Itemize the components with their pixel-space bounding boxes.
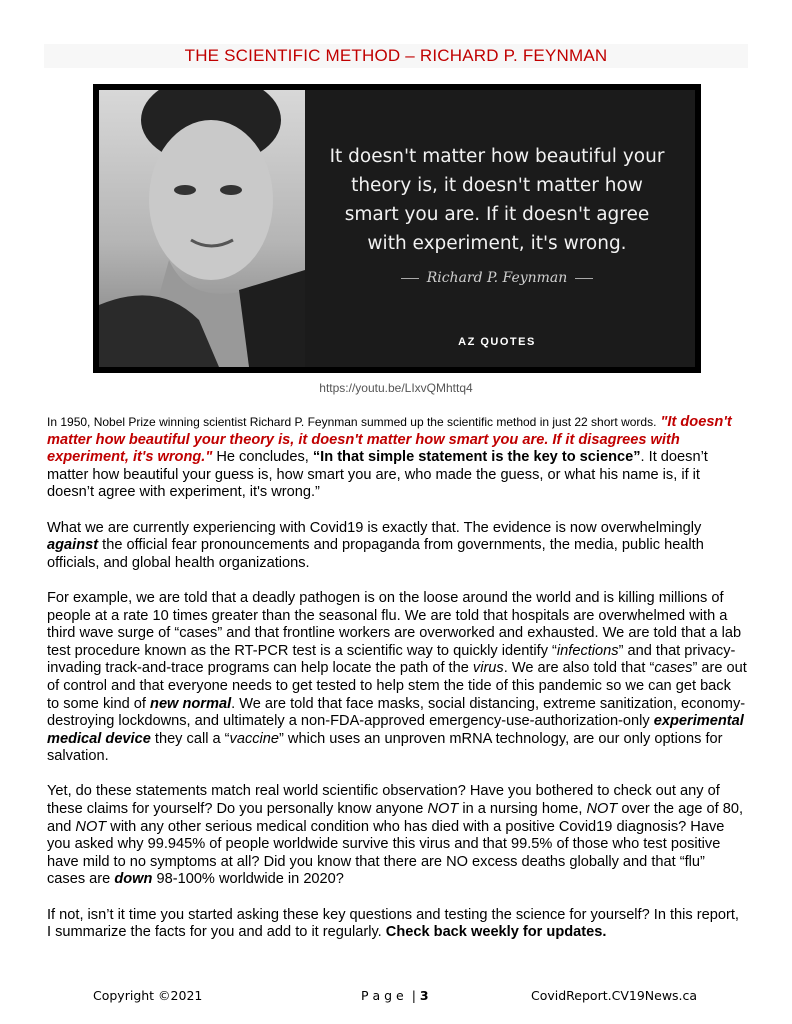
p3-text-a: For example, we are told that a deadly pathogen is on the loose around the world and is killing millions of people at a rate 10 times greater than the seasonal flu. We are told that hospitals are overwhelmed with a third wave surge of “cases” and that frontline workers are overworked and exhausted. We are told that a lab test procedure known as the RT-PCR test is a scientific way to quickly identify “: [47, 589, 742, 659]
p1-intro: In 1950, Nobel Prize winning scientist Richard P. Feynman summed up the scientific method in just 22 short words.: [47, 415, 657, 429]
p3-vaccine: vaccine: [229, 730, 280, 747]
p4-not-3: NOT: [75, 818, 107, 835]
footer-page: [361, 988, 429, 1003]
p3-text-e: . We are also told that “: [503, 660, 655, 677]
quote-author: Richard P. Feynman: [327, 270, 667, 286]
feynman-portrait: [99, 90, 305, 367]
footer-page-label: P a g e |: [361, 988, 416, 1003]
p3-new-normal: new normal: [150, 695, 232, 712]
p4-not-1: NOT: [427, 801, 459, 818]
article-body: [47, 414, 747, 959]
quote-image: [93, 84, 701, 373]
p3-text-g: ” are out of control and that everyone needs to get tested to help stem the tide of this pandemic so we can get back to some kind of: [47, 660, 747, 712]
paragraph-3: [47, 590, 747, 766]
p4-down: down: [114, 871, 153, 888]
p1-rest: . It doesn’t matter how beautiful your guess is, how smart you are, who made the guess, or what his name is, if it doesn’t agree with experiment, it's wrong.”: [47, 449, 708, 501]
footer-copyright: Copyright ©2021: [93, 988, 203, 1003]
p4-text-i: 98-100% worldwide in 2020?: [152, 871, 344, 888]
p5-text-a: If not, isn’t it time you started asking these key questions and testing the science for yourself? In this report, I summarize the facts for you and add to it regularly.: [47, 906, 739, 941]
paragraph-5: [47, 907, 747, 942]
paragraph-1: [47, 414, 747, 502]
p2-emphasis: against: [47, 537, 99, 554]
p3-experimental-device: experimental medical device: [47, 713, 744, 747]
p3-text-c: ” and that privacy-invading track-and-trace programs can help locate the path of the: [47, 642, 736, 677]
p5-check-back: Check back weekly for updates.: [385, 924, 607, 941]
quote-text: It doesn't matter how beautiful your theory is, it doesn't matter how smart you are. If it doesn't agree with experiment, it's wrong.: [329, 146, 665, 254]
p4-text-c: in a nursing home,: [458, 801, 587, 818]
p3-infections: infections: [556, 642, 619, 659]
paragraph-4: [47, 783, 747, 889]
azquotes-logo: AZ QUOTES: [458, 336, 536, 348]
p1-key-statement: “In that simple statement is the key to science”: [312, 449, 641, 466]
paragraph-2: [47, 520, 747, 573]
footer-site: CovidReport.CV19News.ca: [531, 988, 698, 1003]
quote-image-inner: [99, 90, 695, 367]
p4-text-g: with any other serious medical condition who has died with a positive Covid19 diagnosis? Have you asked why 99.945% of people worldwide survive this virus and that 99.5% of those who test positive have mild to no symptoms at all? Did you know that there are NO excess deaths globally and that “flu” cases are: [47, 818, 725, 888]
page-title: THE SCIENTIFIC METHOD – RICHARD P. FEYNMAN: [184, 46, 608, 65]
p3-text-k: they call a “: [150, 730, 230, 747]
footer-page-number: 3: [419, 988, 429, 1003]
p1-concludes: He concludes,: [212, 449, 313, 466]
p3-text-i: . We are told that face masks, social distancing, extreme sanitization, economy-destroying lockdowns, and ultimately a non-FDA-approved emergency-use-authorization-only: [47, 695, 746, 730]
p1-feynman-quote: "It doesn't matter how beautiful your theory is, it doesn't matter how smart you are. If it disagrees with experiment, it's wrong.": [47, 414, 732, 466]
p3-text-m: ” which uses an unproven mRNA technology, are our only options for salvation.: [47, 730, 723, 765]
portrait-silhouette: [99, 90, 305, 367]
video-link[interactable]: https://youtu.be/LIxvQMhttq4: [319, 381, 473, 395]
p4-text-e: over the age of 80, and: [47, 801, 744, 835]
p4-not-2: NOT: [586, 801, 618, 818]
p2-text-a: What we are currently experiencing with Covid19 is exactly that. The evidence is now overwhelmingly: [47, 519, 702, 536]
p3-cases: cases: [654, 660, 693, 677]
p3-virus: virus: [472, 660, 504, 677]
p2-text-c: the official fear pronouncements and propaganda from governments, the media, public health officials, and global health organizations.: [47, 537, 704, 571]
p4-text-a: Yet, do these statements match real world scientific observation? Have you bothered to check out any of these claims for yourself? Do you personally know anyone: [47, 783, 720, 818]
